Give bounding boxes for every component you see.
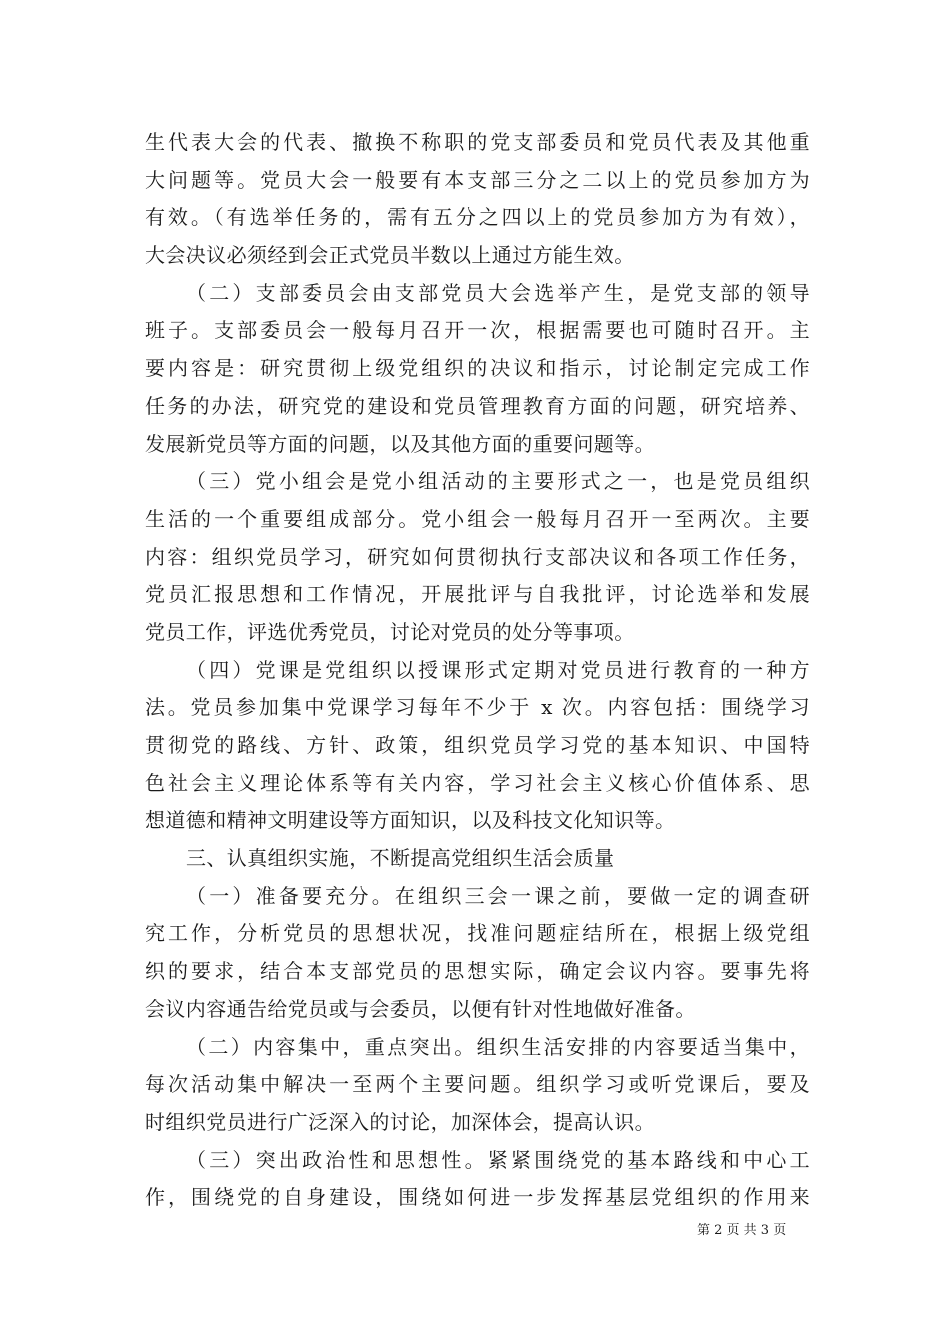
text-line: 有效。（有选举任务的，需有五分之四以上的党员参加方为有效）， [145, 205, 810, 230]
text-line: （一）准备要充分。在组织三会一课之前，要做一定的调查研 [186, 883, 810, 908]
text-line: 大会决议必须经到会正式党员半数以上通过方能生效。 [145, 243, 635, 268]
text-line: 想道德和精神文明建设等方面知识，以及科技文化知识等。 [145, 808, 676, 833]
text-line: 会议内容通告给党员或与会委员，以便有针对性地做好准备。 [145, 996, 696, 1021]
text-line: 班子。支部委员会一般每月召开一次，根据需要也可随时召开。主 [145, 318, 810, 343]
text-line: （四）党课是党组织以授课形式定期对党员进行教育的一种方 [186, 657, 810, 682]
text-line: （二）内容集中，重点突出。组织生活安排的内容要适当集中， [186, 1034, 810, 1059]
text-line: 发展新党员等方面的问题，以及其他方面的重要问题等。 [145, 431, 655, 456]
text-line: 时组织党员进行广泛深入的讨论，加深体会，提高认识。 [145, 1109, 655, 1134]
text-line: （二）支部委员会由支部党员大会选举产生，是党支部的领导 [186, 280, 810, 305]
page-number: 第 2 页 共 3 页 [697, 1223, 787, 1238]
text-line: 每次活动集中解决一至两个主要问题。组织学习或听党课后，要及 [145, 1072, 810, 1097]
text-line: 要内容是：研究贯彻上级党组织的决议和指示，讨论制定完成工作 [145, 356, 810, 381]
text-line: 织的要求，结合本支部党员的思想实际，确定会议内容。要事先将 [145, 959, 810, 984]
text-line: 法。党员参加集中党课学习每年不少于 x 次。内容包括：围绕学习 [145, 695, 810, 720]
section-heading: 三、认真组织实施，不断提高党组织生活会质量 [186, 846, 615, 871]
text-line: 党员汇报思想和工作情况，开展批评与自我批评，讨论选举和发展 [145, 582, 810, 607]
text-line: 任务的办法，研究党的建设和党员管理教育方面的问题，研究培养、 [145, 393, 810, 418]
text-line: 色社会主义理论体系等有关内容，学习社会主义核心价值体系、思 [145, 770, 810, 795]
text-line: 生代表大会的代表、撤换不称职的党支部委员和党员代表及其他重 [145, 130, 810, 154]
text-line: 生活的一个重要组成部分。党小组会一般每月召开一至两次。主要 [145, 506, 810, 531]
document-body [145, 124, 810, 1217]
text-line: 究工作，分析党员的思想状况，找准问题症结所在，根据上级党组 [145, 921, 810, 946]
text-line: 作，围绕党的自身建设，围绕如何进一步发挥基层党组织的作用来 [145, 1185, 810, 1210]
text-line: （三）突出政治性和思想性。紧紧围绕党的基本路线和中心工 [186, 1147, 810, 1172]
text-line: 内容：组织党员学习，研究如何贯彻执行支部决议和各项工作任务， [145, 544, 810, 569]
text-line: 大问题等。党员大会一般要有本支部三分之二以上的党员参加方为 [145, 167, 810, 192]
text-line: （三）党小组会是党小组活动的主要形式之一，也是党员组织 [186, 469, 810, 494]
text-line: 贯彻党的路线、方针、政策，组织党员学习党的基本知识、中国特 [145, 733, 810, 757]
text-line: 党员工作，评选优秀党员，讨论对党员的处分等事项。 [145, 619, 635, 644]
